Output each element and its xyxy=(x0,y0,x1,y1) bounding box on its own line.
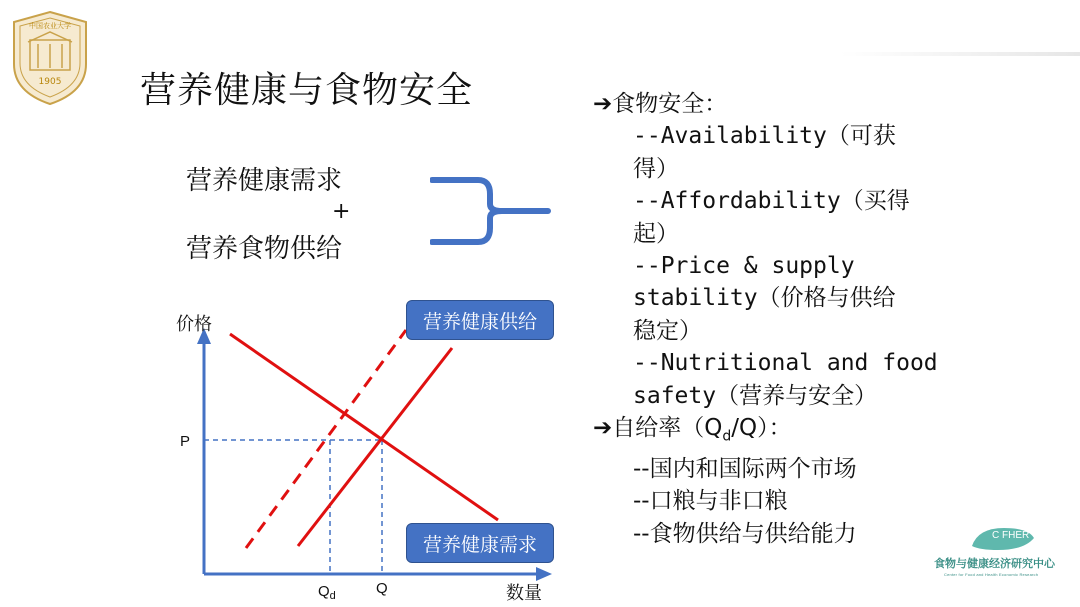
food-security-heading: ➔食物安全： xyxy=(593,91,728,117)
x-axis-label: 数量 xyxy=(506,583,542,604)
food-security-line: 稳定） xyxy=(633,317,702,344)
food-security-line: --Nutritional and food xyxy=(633,350,938,377)
page-title: 营养健康与食物安全 xyxy=(140,70,474,111)
demand-curve xyxy=(230,334,498,520)
svg-text:中国农业大学: 中国农业大学 xyxy=(29,22,71,30)
food-security-line: stability（价格与供给 xyxy=(633,285,896,312)
food-security-line: --Affordability（买得 xyxy=(633,188,910,215)
q-label: Q xyxy=(376,580,388,597)
cfher-logo xyxy=(930,524,1078,584)
demand-label: 营养健康需求 xyxy=(186,166,343,196)
right-text-column xyxy=(593,88,1073,550)
university-seal-icon xyxy=(8,8,92,106)
self-sufficiency-line: --口粮与非口粮 xyxy=(633,488,788,515)
food-security-line: --Availability（可获 xyxy=(633,123,896,150)
y-axis-label: 价格 xyxy=(176,314,212,335)
cfher-name: 食物与健康经济研究中心 xyxy=(934,557,1055,570)
brace-icon xyxy=(430,174,554,248)
demand-box: 营养健康需求 xyxy=(406,523,554,563)
self-sufficiency-line: --食物供给与供给能力 xyxy=(633,520,857,547)
cfher-subtitle: Center for Food and Health Economic Research xyxy=(944,572,1039,577)
cfher-brand: C FHER xyxy=(992,530,1030,541)
food-security-line: safety（营养与安全） xyxy=(633,382,878,409)
food-security-line: --Price & supply xyxy=(633,253,855,280)
food-security-line: 得） xyxy=(633,155,679,182)
x-axis-arrow-icon xyxy=(536,567,552,581)
svg-text:1905: 1905 xyxy=(38,77,62,87)
arrow-right-icon: ➔ xyxy=(593,91,613,117)
food-security-line: 起） xyxy=(633,220,679,247)
qd-label: $Q_d$ xyxy=(318,583,336,602)
header-stripe xyxy=(840,52,1080,56)
self-sufficiency-heading: ➔自给率$(Q_d/Q)$： xyxy=(593,415,792,445)
supply-label: 营养食物供给 xyxy=(186,234,343,264)
self-sufficiency-line: --国内和国际两个市场 xyxy=(633,456,857,483)
p-label: P xyxy=(180,433,191,450)
university-logo xyxy=(8,8,92,106)
arrow-right-icon: ➔ xyxy=(593,415,613,442)
supply-box: 营养健康供给 xyxy=(406,300,554,340)
plus-sign: + xyxy=(332,199,351,224)
